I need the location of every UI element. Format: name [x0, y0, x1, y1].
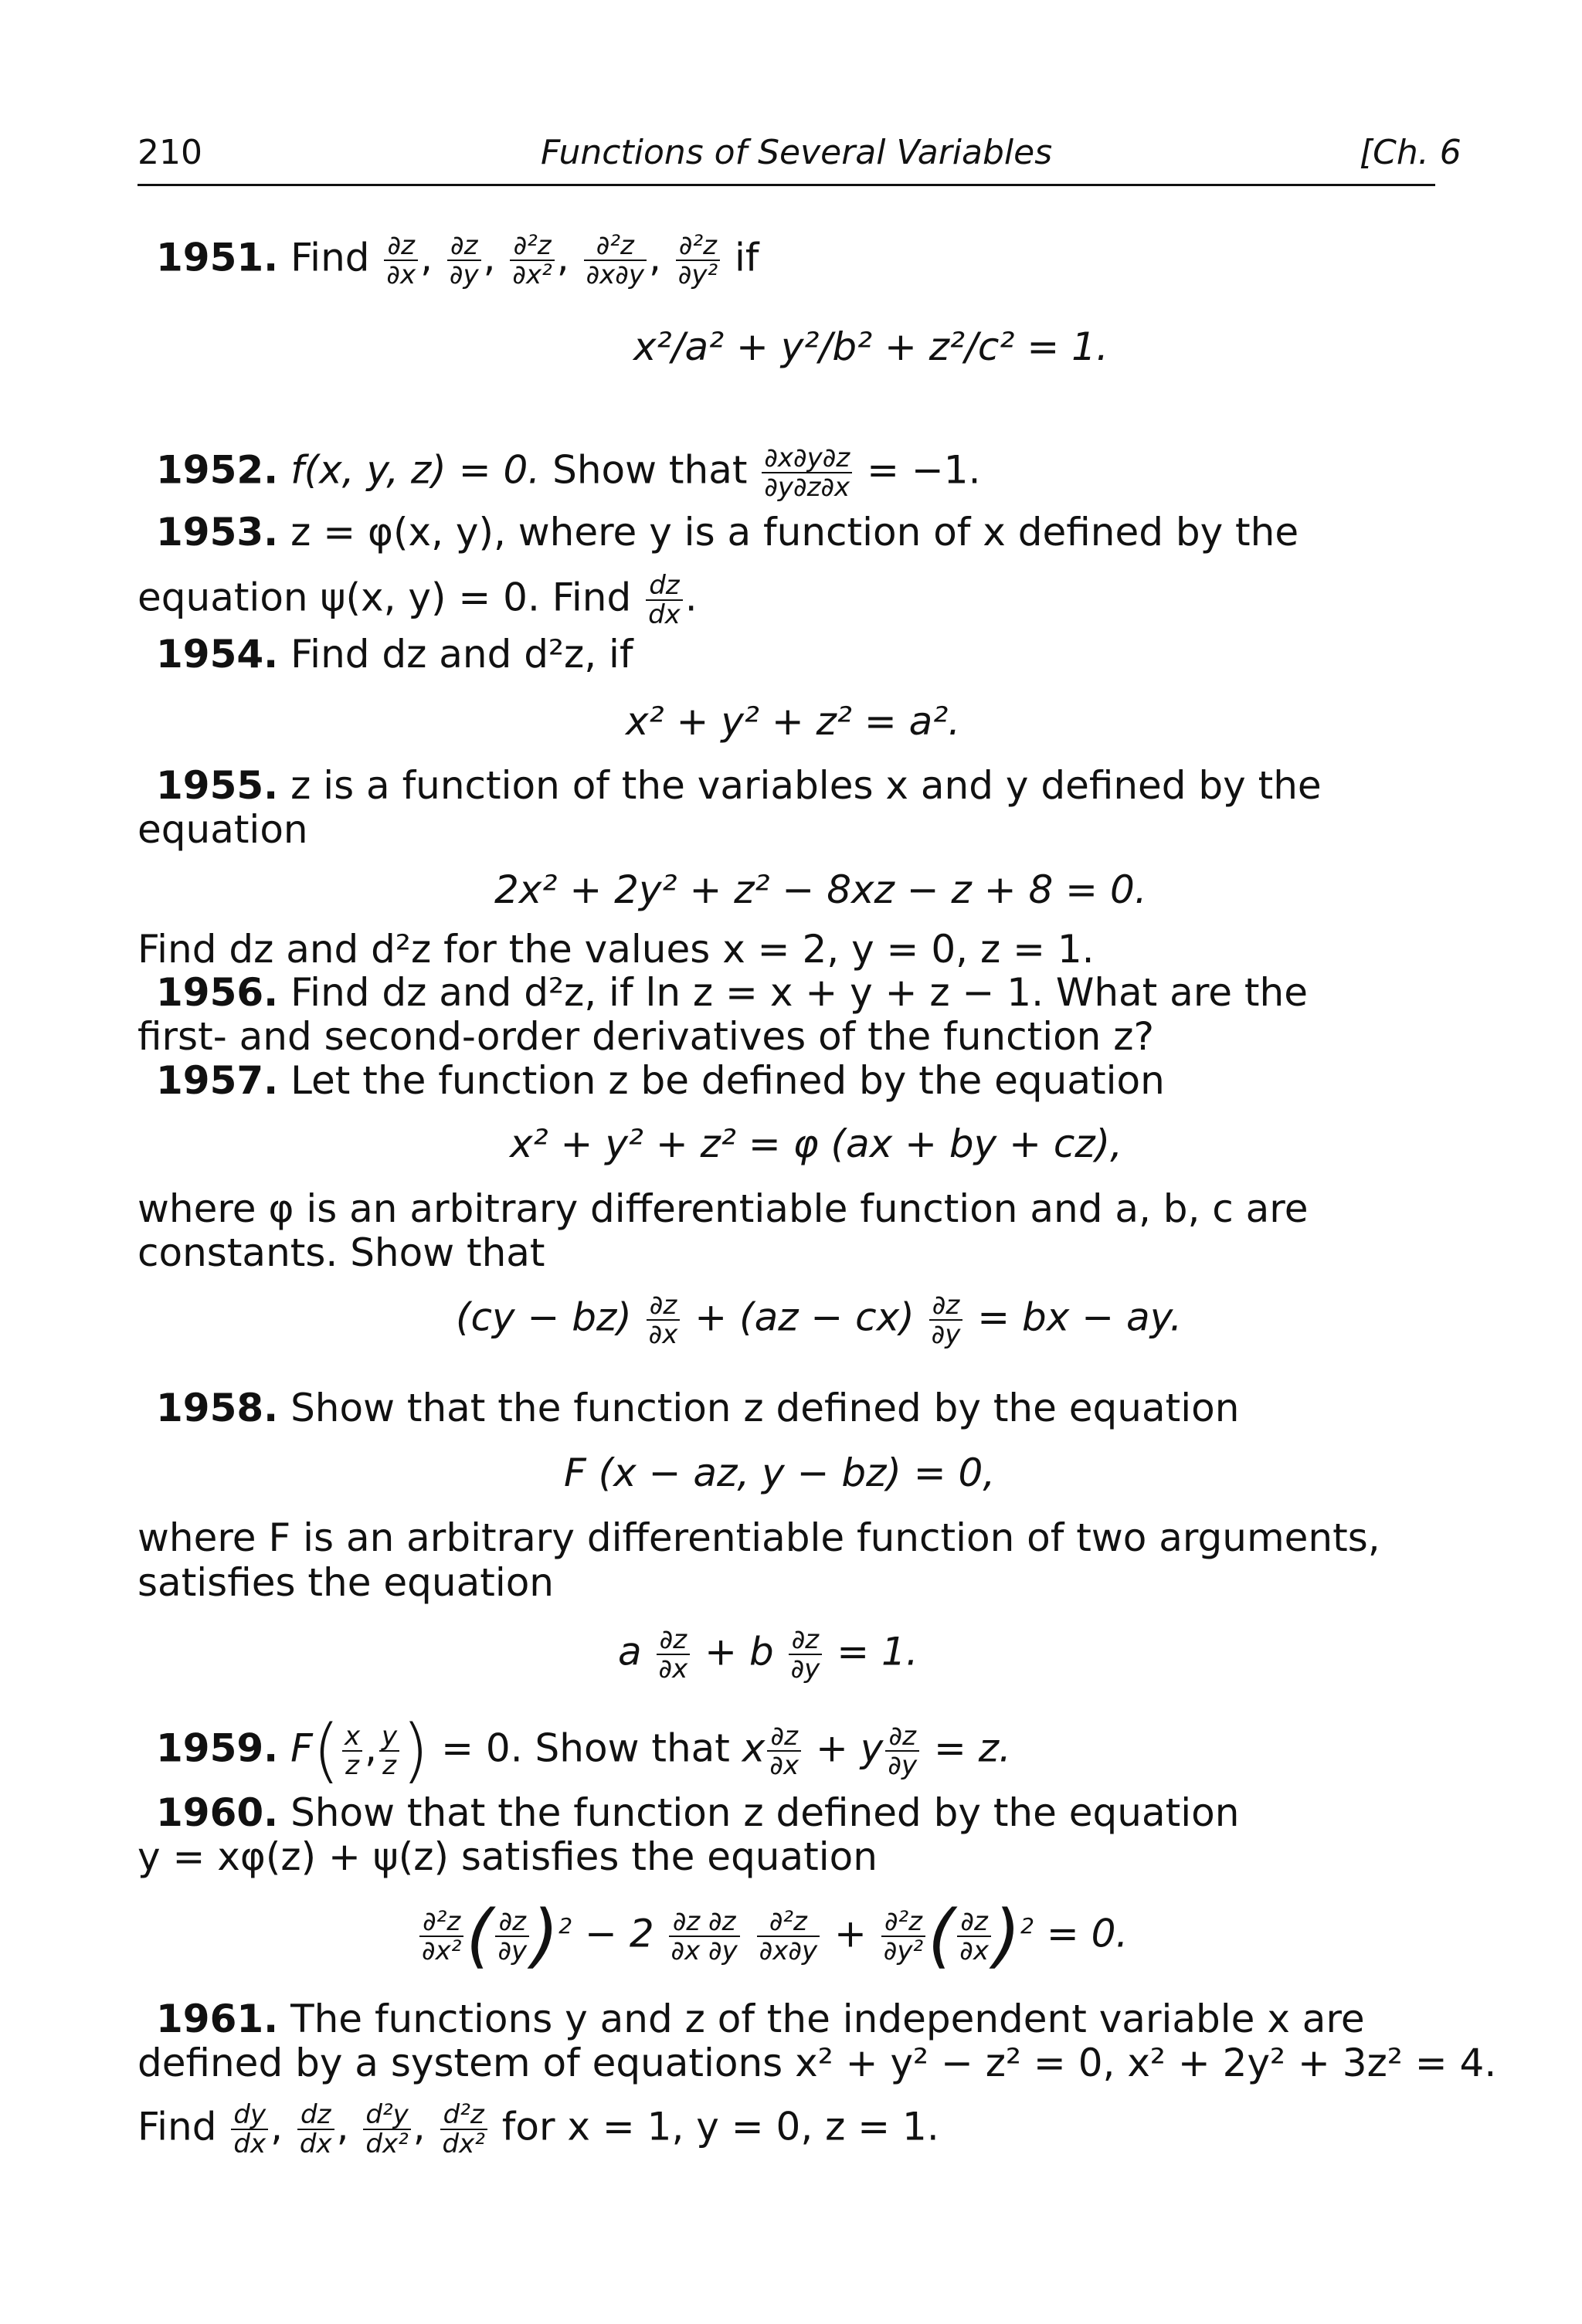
problem-1957: 1957. Let the function z be defined by the equation	[156, 1058, 1165, 1103]
header-rule	[137, 184, 1435, 186]
problem-1952: 1952. f(x, y, z) = 0. Show that $\frac{\partial x\partial y\partial z}{\partial y\partial z\partial x}$ = −1.	[156, 443, 981, 503]
problem-1958-line3: satisfies the equation	[137, 1560, 554, 1605]
problem-1954: 1954. Find dz and d²z, if	[156, 632, 633, 677]
problem-1951: 1951. Find $\frac{\partial z}{\partial x}$ , $\frac{\partial z}{\partial y}$ , $\frac{\text{∂²z}}{\text{∂x²}}$ , $\frac{\text{∂²z}}{\partial x\partial y}$ , $\frac{\text{∂²z}}{\text{∂y²}}$ if	[156, 230, 759, 290]
problem-1961: 1961. The functions y and z of the independent variable x are	[156, 1997, 1365, 2041]
equation-1957: x² + y² + z² = φ (ax + by + cz),	[510, 1121, 1123, 1166]
problem-1955: 1955. z is a function of the variables x and y defined by the	[156, 763, 1322, 808]
problem-1955-line2: equation	[137, 807, 308, 852]
problem-1957-line3: constants. Show that	[137, 1230, 545, 1275]
problem-1961-line3: Find $\frac{dy}{dx}$ , $\frac{dz}{dx}$ , $\frac{\text{d²y}}{\text{dx²}}$ , $\frac{\text{d²z}}{\text{dx²}}$ for x = 1, y = 0, z = 1.	[137, 2099, 939, 2159]
problem-1958-line2: where F is an arbitrary differentiable function of two arguments,	[137, 1515, 1380, 1560]
page-number: 210	[137, 133, 202, 172]
problem-1961-line2: defined by a system of equations x² + y² − z² = 0, x² + 2y² + 3z² = 4.	[137, 2041, 1497, 2085]
problem-1958: 1958. Show that the function z defined by the equation	[156, 1386, 1240, 1430]
equation-1955: 2x² + 2y² + z² − 8xz − z + 8 = 0.	[494, 867, 1147, 912]
equation-1958-result: a $\frac{\partial z}{\partial x}$ + b $\frac{\partial z}{\partial y}$ = 1.	[618, 1624, 918, 1684]
problem-1960-line2: y = xφ(z) + ψ(z) satisfies the equation	[137, 1834, 878, 1879]
equation-1958: F (x − az, y − bz) = 0,	[564, 1450, 996, 1495]
equation-1960: $\frac{\text{∂²z}}{\text{∂x²}}$ ( $\frac{\partial z}{\partial y}$ )$^2$ − 2 $\frac{\partial z \partial z}{\partial x \partial y}$ $\frac{\text{∂²z}}{\partial x\partial y}$ + $\frac{\text{∂²z}}{\text{∂y²}}$ ( $\frac{\partial z}{\partial x}$ )$^2$ = 0.	[417, 1908, 1128, 1965]
problem-1953-line2: equation ψ(x, y) = 0. Find $\frac{dz}{dx}$ .	[137, 570, 698, 630]
equation-1951: x²/a² + y²/b² + z²/c² = 1.	[633, 324, 1108, 369]
problem-1956: 1956. Find dz and d²z, if ln z = x + y + z − 1. What are the	[156, 970, 1308, 1015]
problem-1953: 1953. z = φ(x, y), where y is a function of x defined by the	[156, 510, 1299, 555]
problem-1955-line3: Find dz and d²z for the values x = 2, y = 0, z = 1.	[137, 927, 1095, 972]
chapter-label: [Ch. 6	[1360, 133, 1461, 172]
problem-1959: 1959. F( $\frac{x}{z}$ , $\frac{y}{z}$ ) = 0. Show that x $\frac{\partial z}{\partial x}$ + y $\frac{\partial z}{\partial y}$ = z.	[156, 1710, 1011, 1791]
problem-1956-line2: first- and second-order derivatives of the function z?	[137, 1014, 1155, 1059]
equation-1954: x² + y² + z² = a².	[626, 699, 961, 744]
equation-1957-result: (cy − bz) $\frac{\partial z}{\partial x}$ + (az − cx) $\frac{\partial z}{\partial y}$ = bx − ay.	[456, 1290, 1183, 1350]
running-title: Functions of Several Variables	[541, 133, 1053, 172]
problem-1957-line2: where φ is an arbitrary differentiable function and a, b, c are	[137, 1186, 1309, 1231]
problem-1960: 1960. Show that the function z defined by the equation	[156, 1790, 1240, 1835]
